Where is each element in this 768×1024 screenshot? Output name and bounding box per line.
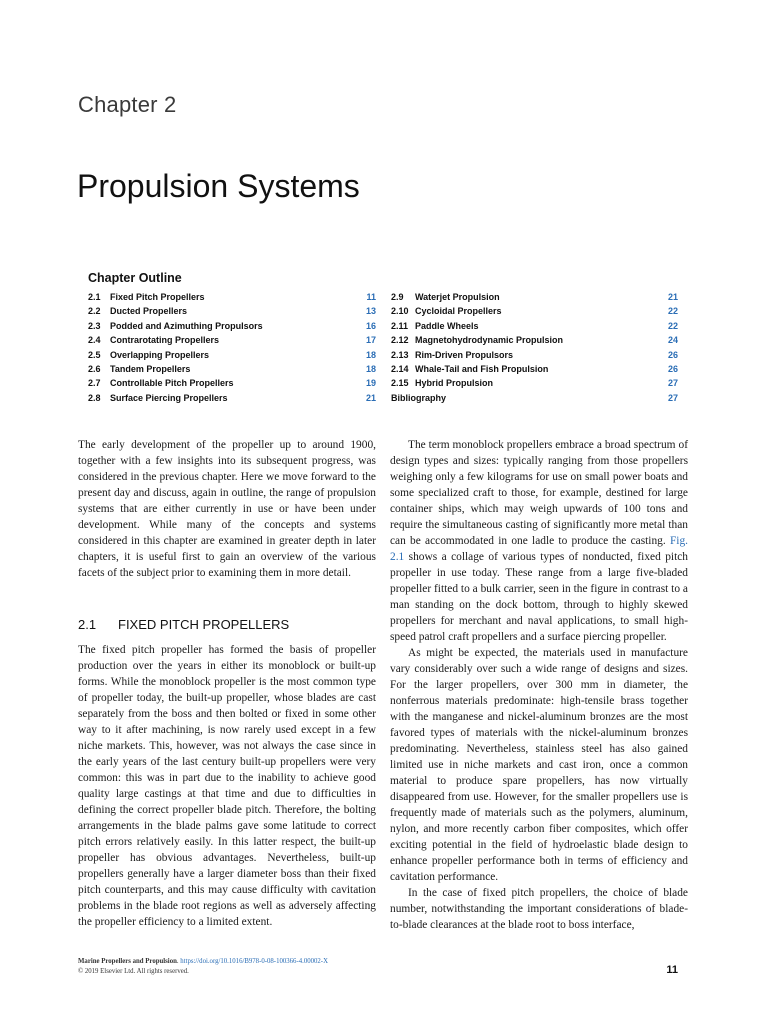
toc-title: Paddle Wheels <box>415 320 479 331</box>
body-paragraph <box>390 437 688 645</box>
toc-number: 2.9 <box>391 292 404 302</box>
toc-entry[interactable] <box>88 304 376 318</box>
outline-right-column <box>391 290 678 405</box>
toc-entry[interactable] <box>391 348 678 362</box>
toc-page-link[interactable]: 26 <box>667 349 678 360</box>
toc-page-link[interactable]: 24 <box>667 335 678 346</box>
toc-number: 2.6 <box>88 363 101 374</box>
toc-number: 2.15 <box>391 378 409 389</box>
right-column-body <box>390 437 688 933</box>
toc-number: 2.1 <box>88 292 101 302</box>
toc-page-link[interactable]: 26 <box>667 363 678 374</box>
toc-title: Magnetohydrodynamic Propulsion <box>415 335 564 346</box>
toc-entry[interactable] <box>391 362 678 376</box>
chapter-title: Propulsion Systems <box>77 168 360 204</box>
toc-title: Whale-Tail and Fish Propulsion <box>415 363 549 374</box>
toc-number: 2.5 <box>88 349 101 360</box>
toc-page-link[interactable]: 19 <box>365 378 376 389</box>
toc-title: Tandem Propellers <box>110 363 191 374</box>
toc-page-link[interactable]: 17 <box>365 335 376 346</box>
toc-page-link[interactable]: 18 <box>365 363 376 374</box>
toc-title: Cycloidal Propellers <box>415 306 502 317</box>
toc-entry[interactable] <box>88 348 376 362</box>
toc-entry[interactable] <box>391 391 678 405</box>
section-heading <box>78 617 289 632</box>
page-number: 11 <box>666 964 678 976</box>
toc-page-link[interactable]: 27 <box>667 378 678 389</box>
outline-title: Chapter Outline <box>88 271 182 285</box>
toc-number: 2.11 <box>391 320 409 331</box>
intro-paragraph: The early development of the propeller up to around 1900, together with a few insights into its subsequent progress, was considered in the previous chapter. Here we move forward to the present day and discuss, again in outline, the range of propulsion systems that are either currently in use or have been under development. While many of the concepts and systems considered in this chapter are examined in greater depth in later chapters, it is useful first to gain an overview of the various facets of the subject prior to examining them in more detail. <box>78 439 376 579</box>
toc-number: 2.2 <box>88 306 101 317</box>
toc-page-link[interactable]: 11 <box>366 292 376 302</box>
toc-entry[interactable] <box>88 290 376 304</box>
toc-page-link[interactable]: 22 <box>667 306 678 317</box>
toc-title: Bibliography <box>391 392 447 403</box>
toc-title: Rim-Driven Propulsors <box>415 349 514 360</box>
toc-entry[interactable] <box>88 319 376 333</box>
left-column-intro <box>78 437 376 581</box>
toc-title: Waterjet Propulsion <box>415 292 500 302</box>
toc-title: Fixed Pitch Propellers <box>110 292 205 302</box>
left-column-body <box>78 642 376 930</box>
body-paragraph: As might be expected, the materials used in manufacture vary considerably over such a wide range of designs and sizes. For the larger propellers, over 300 mm in diameter, the nonferrous materials predominate: high-tensile brass together with the manganese and nickel-aluminum bronzes are the most favored types of materials with the nickel-aluminum bronzes predominating. Nevertheless, stainless steel has also gained limited use in niche markets and cast iron, once a common material to produce spare propellers, has now virtually disappeared from use. However, for the smaller propellers use is frequently made of materials such as the polymers, aluminum, nylon, and more recently carbon fiber composites, which offer exciting potential in the field of hydroelastic blade design to enhance propeller performance both in terms of efficiency and cavitation performance. <box>390 647 688 883</box>
toc-number: 2.10 <box>391 306 409 317</box>
citation-line: Marine Propellers and Propulsion. https://doi.org/10.1016/B978-0-08-100366-4.00002-X <box>78 958 328 965</box>
toc-page-link[interactable]: 21 <box>365 392 376 403</box>
figure-link[interactable]: Fig. 2.1 <box>390 535 688 563</box>
toc-number: 2.14 <box>391 363 409 374</box>
toc-entry[interactable] <box>391 333 678 347</box>
toc-entry[interactable] <box>88 362 376 376</box>
toc-number: 2.7 <box>88 378 101 389</box>
toc-number: 2.4 <box>88 335 101 346</box>
toc-page-link[interactable]: 27 <box>667 392 678 403</box>
toc-entry[interactable] <box>88 391 376 405</box>
toc-page-link[interactable]: 16 <box>365 320 376 331</box>
toc-title: Ducted Propellers <box>110 306 188 317</box>
toc-title: Podded and Azimuthing Propulsors <box>110 320 263 331</box>
toc-title: Contrarotating Propellers <box>110 335 220 346</box>
toc-entry[interactable] <box>391 319 678 333</box>
paragraph-text: The term monoblock propellers embrace a broad spectrum of design types and sizes: typically ranging from those propellers weighing only a few kilograms for use on small power boats and some specialized craft to those, for example, destined for large container ships, which may weigh upwards of 100 tons and require the simultaneous casting of significantly more metal than can be accommodated in one ladle to produce the casting. <box>390 439 688 547</box>
section-number: 2.1 <box>78 617 97 632</box>
body-paragraph: The fixed pitch propeller has formed the basis of propeller production over the years in either its monoblock or built-up forms. While the monoblock propeller is the most common type of propeller today, the built-up propeller, whose blades are cast separately from the boss and then bolted or fixed in some other way to it after machining, is now rarely used except in a few niche markets. This, however, was not always the case since in the early years of the last century built-up propellers were very common: this was in part due to the inability to achieve good quality large castings at that time and due to difficulties in defining the correct propeller blade pitch. Therefore, the bolting arrangements in the blade palms gave some latitude to correct pitch errors relatively easily. In this latter respect, the built-up propeller has obvious advantages. Nevertheless, built-up propellers generally have a larger diameter boss than their fixed pitch counterparts, and this may cause difficulty with cavitation problems in the blade root regions as well as adversely affecting the propeller efficiency to a limited extent. <box>78 644 376 928</box>
toc-title: Surface Piercing Propellers <box>110 392 228 403</box>
toc-entry[interactable] <box>391 376 678 390</box>
toc-page-link[interactable]: 18 <box>365 349 376 360</box>
toc-entry[interactable] <box>88 376 376 390</box>
toc-title: Hybrid Propulsion <box>415 378 494 389</box>
chapter-label: Chapter 2 <box>78 92 177 117</box>
toc-entry[interactable] <box>391 290 678 304</box>
toc-number: 2.12 <box>391 335 409 346</box>
toc-title: Controllable Pitch Propellers <box>110 378 234 389</box>
page-footer <box>78 957 328 977</box>
toc-page-link[interactable]: 13 <box>365 306 376 317</box>
paragraph-text: shows a collage of various types of nonducted, fixed pitch propeller in use today. These range from a large five-bladed propeller fitted to a bulk carrier, seen in the figure in contrast to a man standing on the dock bottom, through to highly skewed propellers for merchant and naval applications, to small high-speed patrol craft propellers and a surface piercing propeller. <box>390 551 688 643</box>
doi-link[interactable]: https://doi.org/10.1016/B978-0-08-100366-4.00002-X <box>180 958 328 965</box>
outline-left-column <box>88 290 376 405</box>
toc-entry[interactable] <box>88 333 376 347</box>
body-paragraph: In the case of fixed pitch propellers, the choice of blade number, notwithstanding the important considerations of blade-to-blade clearances at the blade root to boss interface, <box>390 887 688 931</box>
toc-page-link[interactable]: 22 <box>667 320 678 331</box>
toc-title: Overlapping Propellers <box>110 349 210 360</box>
book-title: Marine Propellers and Propulsion <box>78 958 177 965</box>
section-title: FIXED PITCH PROPELLERS <box>118 617 290 632</box>
toc-number: 2.3 <box>88 320 101 331</box>
toc-page-link[interactable]: 21 <box>667 292 678 302</box>
toc-entry[interactable] <box>391 304 678 318</box>
copyright: © 2019 Elsevier Ltd. All rights reserved. <box>78 968 189 975</box>
toc-number: 2.13 <box>391 349 409 360</box>
toc-number: 2.8 <box>88 392 101 403</box>
